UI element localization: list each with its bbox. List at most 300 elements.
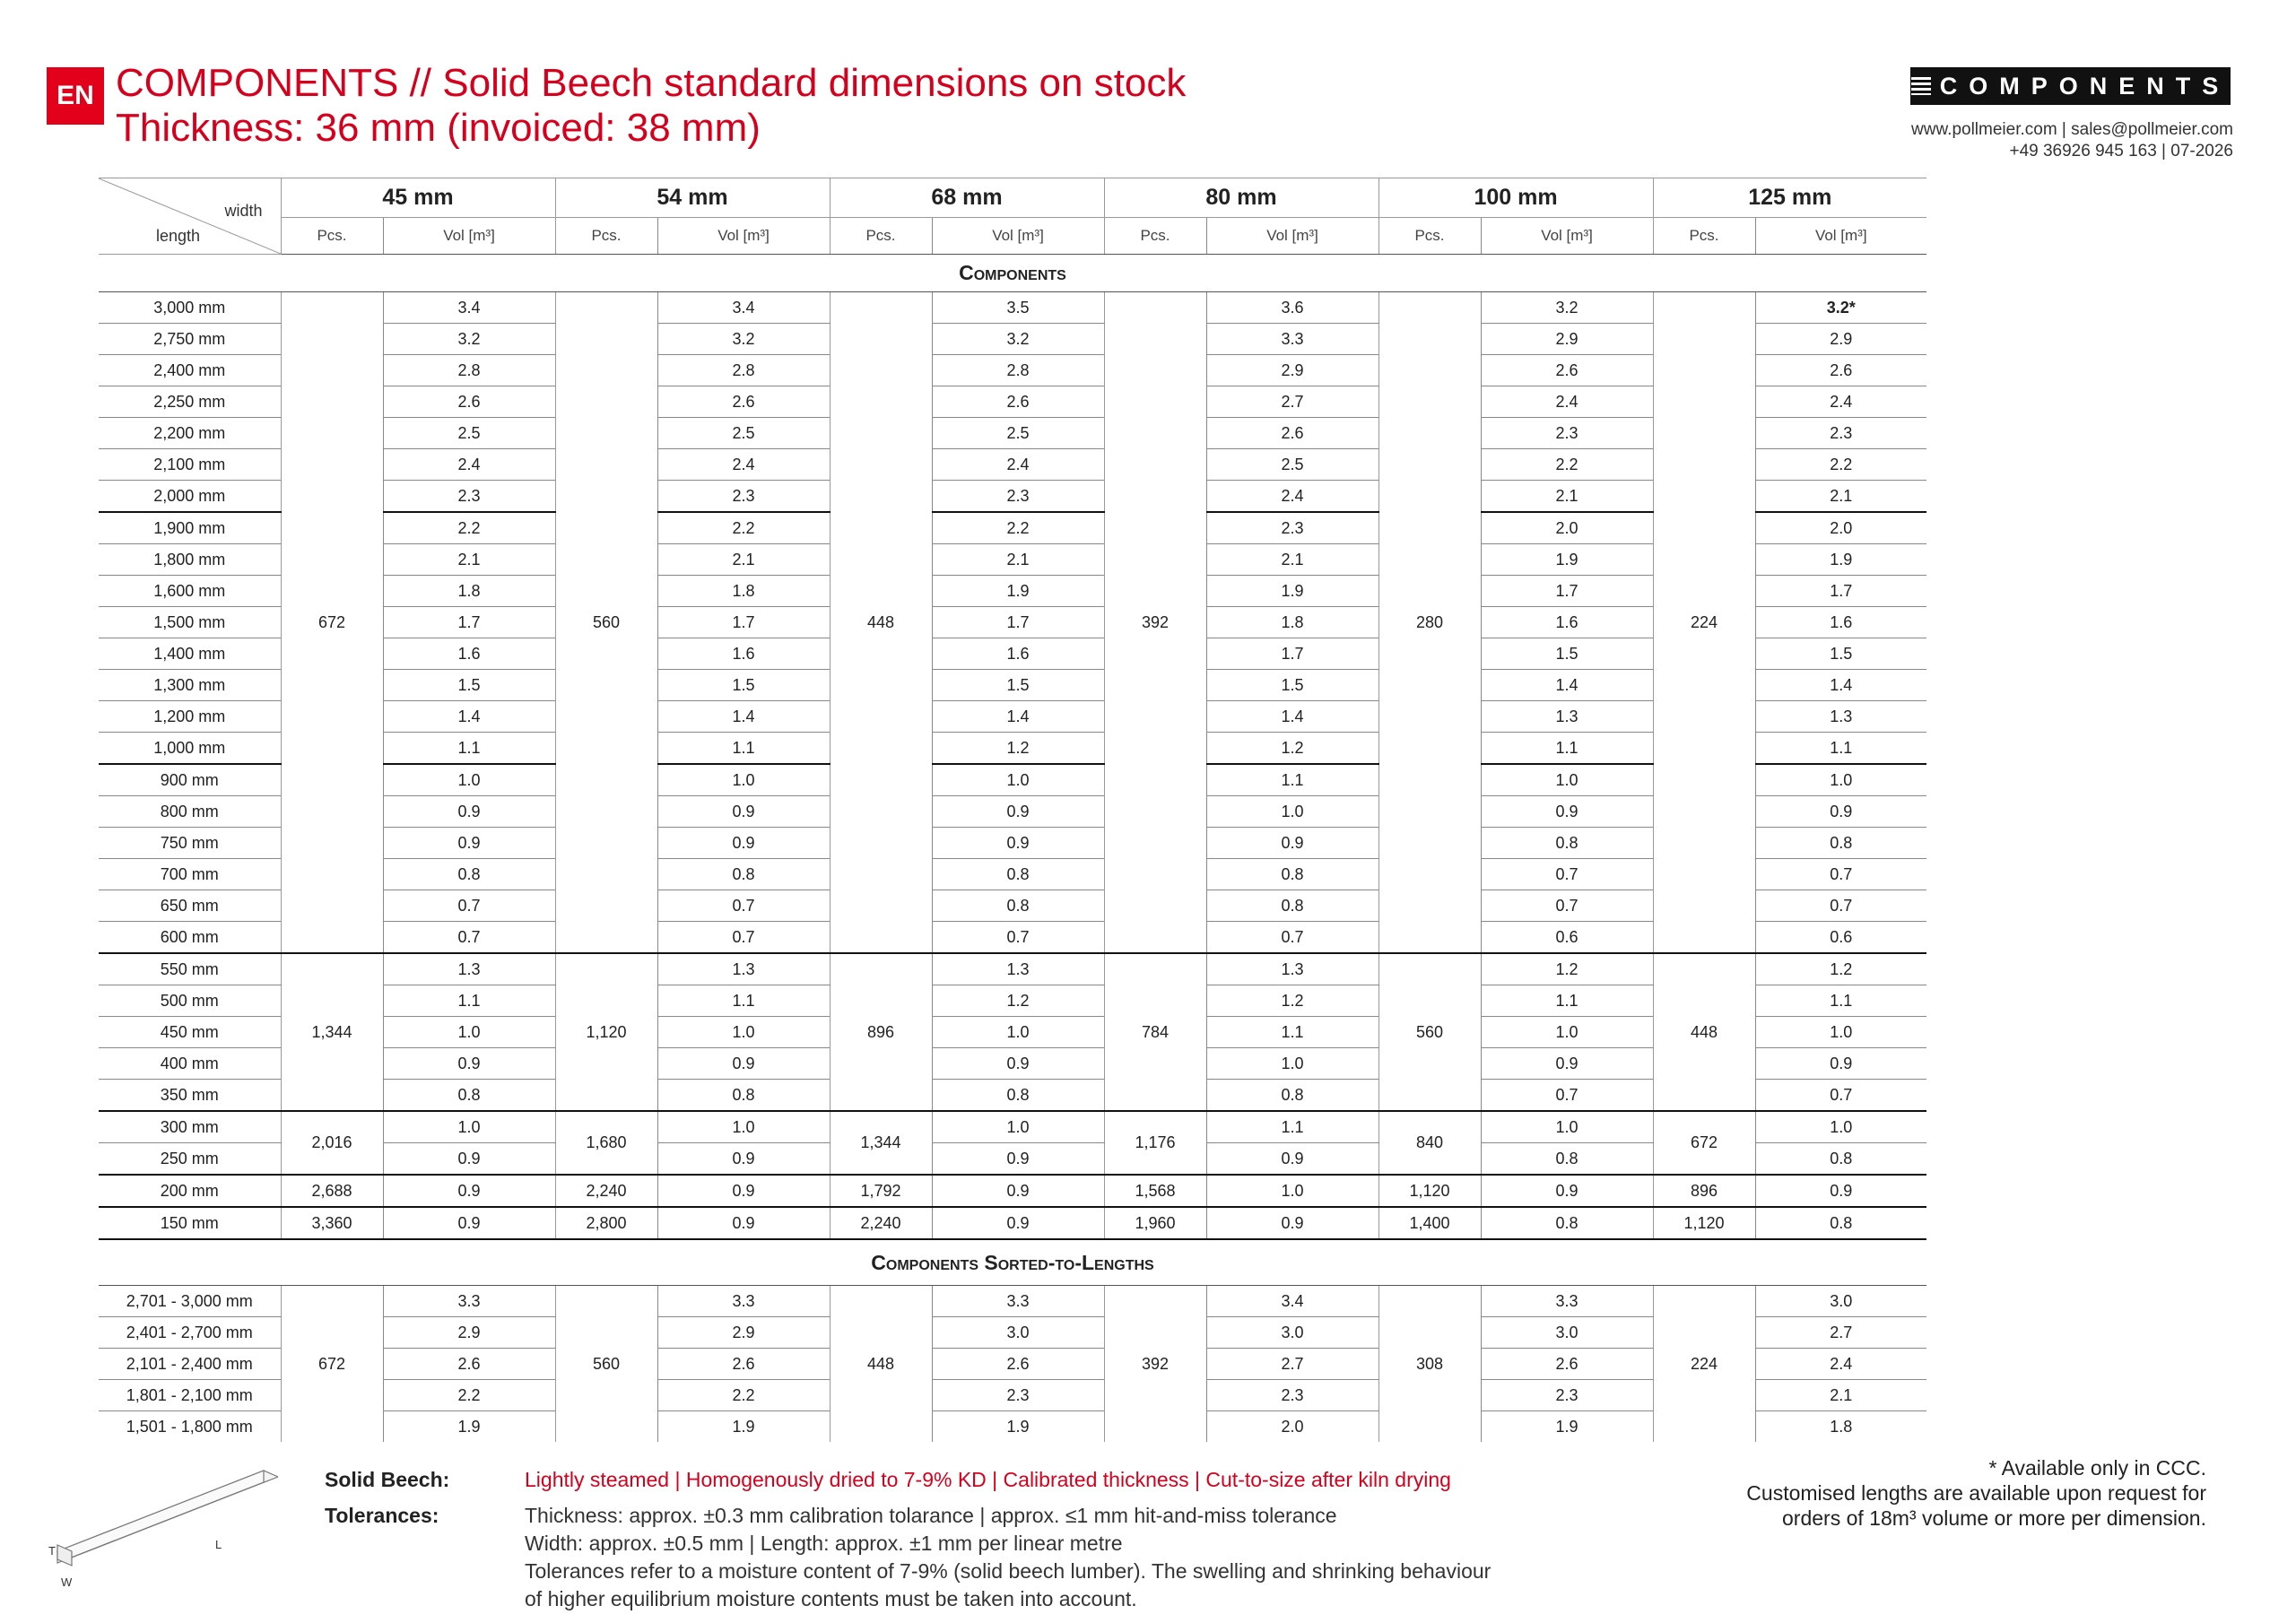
section-title: Components Sorted-to-Lengths — [99, 1239, 1926, 1286]
length-cell: 1,800 mm — [99, 544, 281, 576]
table-row — [99, 1286, 1926, 1317]
vol-cell: 3.3 — [383, 1286, 555, 1317]
pcs-cell: 280 — [1378, 292, 1481, 954]
vol-cell: 0.8 — [1755, 1143, 1926, 1176]
vol-header: Vol [m³] — [1206, 218, 1378, 255]
pcs-cell: 1,344 — [281, 953, 383, 1111]
vol-cell: 0.9 — [657, 1048, 830, 1080]
vol-cell: 2.7 — [1755, 1317, 1926, 1349]
length-cell: 2,250 mm — [99, 386, 281, 418]
vol-cell: 1.1 — [1755, 733, 1926, 765]
vol-cell: 0.7 — [1755, 1080, 1926, 1112]
vol-cell: 0.9 — [1755, 1048, 1926, 1080]
availability-note — [1746, 1455, 2206, 1531]
vol-cell: 0.9 — [383, 1143, 555, 1176]
length-cell: 750 mm — [99, 828, 281, 859]
vol-cell: 0.8 — [1755, 1207, 1926, 1239]
vol-cell: 2.0 — [1481, 512, 1653, 544]
vol-cell: 1.4 — [932, 701, 1104, 733]
vol-cell: 1.7 — [1481, 576, 1653, 607]
length-cell: 2,200 mm — [99, 418, 281, 449]
length-cell: 2,701 - 3,000 mm — [99, 1286, 281, 1317]
vol-cell: 1.4 — [383, 701, 555, 733]
vol-cell: 1.0 — [1206, 796, 1378, 828]
vol-cell: 2.3 — [1755, 418, 1926, 449]
vol-cell: 0.9 — [383, 1175, 555, 1207]
vol-cell: 0.9 — [932, 828, 1104, 859]
vol-cell: 0.7 — [1755, 890, 1926, 922]
vol-cell: 0.8 — [657, 1080, 830, 1112]
vol-cell: 3.4 — [1206, 1286, 1378, 1317]
vol-cell: 1.5 — [1755, 638, 1926, 670]
vol-cell: 2.0 — [1755, 512, 1926, 544]
vol-cell: 0.9 — [1481, 796, 1653, 828]
pcs-header: Pcs. — [1104, 218, 1206, 255]
vol-cell: 1.5 — [657, 670, 830, 701]
pcs-cell: 1,120 — [1378, 1175, 1481, 1207]
vol-cell: 1.8 — [657, 576, 830, 607]
vol-cell: 0.9 — [1206, 828, 1378, 859]
vol-cell: 2.1 — [383, 544, 555, 576]
tolerance-line-4: of higher equilibrium moisture contents must be taken into account. — [525, 1587, 1137, 1610]
length-cell: 1,801 - 2,100 mm — [99, 1380, 281, 1411]
width-header-68: 68 mm — [830, 178, 1104, 218]
vol-cell: 1.7 — [1206, 638, 1378, 670]
pcs-cell: 2,688 — [281, 1175, 383, 1207]
vol-cell: 1.6 — [1755, 607, 1926, 638]
vol-cell: 1.1 — [1206, 1017, 1378, 1048]
vol-cell: 3.0 — [1481, 1317, 1653, 1349]
pcs-cell: 896 — [830, 953, 932, 1111]
beam-w-label: W — [61, 1575, 73, 1589]
vol-cell: 0.8 — [1206, 1080, 1378, 1112]
vol-cell: 0.9 — [657, 828, 830, 859]
vol-cell: 3.3 — [932, 1286, 1104, 1317]
length-cell: 300 mm — [99, 1111, 281, 1143]
vol-cell: 3.0 — [1755, 1286, 1926, 1317]
length-cell: 3,000 mm — [99, 292, 281, 324]
vol-cell: 0.7 — [1206, 922, 1378, 954]
length-cell: 1,900 mm — [99, 512, 281, 544]
length-cell: 550 mm — [99, 953, 281, 985]
pcs-cell: 448 — [830, 1286, 932, 1443]
vol-cell: 0.7 — [1481, 1080, 1653, 1112]
vol-cell: 0.7 — [1481, 890, 1653, 922]
vol-cell: 3.6 — [1206, 292, 1378, 324]
vol-cell: 1.0 — [1755, 764, 1926, 796]
vol-cell: 1.2 — [1755, 953, 1926, 985]
vol-cell: 1.0 — [1755, 1017, 1926, 1048]
brand-bars-icon — [1911, 77, 1931, 95]
vol-cell: 1.0 — [383, 764, 555, 796]
pcs-cell: 1,400 — [1378, 1207, 1481, 1239]
vol-cell: 2.2 — [657, 1380, 830, 1411]
length-cell: 1,300 mm — [99, 670, 281, 701]
pcs-cell: 560 — [555, 1286, 657, 1443]
vol-cell: 2.6 — [383, 386, 555, 418]
length-cell: 250 mm — [99, 1143, 281, 1176]
pcs-cell: 672 — [281, 292, 383, 954]
vol-cell: 2.5 — [383, 418, 555, 449]
vol-cell: 2.2 — [383, 1380, 555, 1411]
vol-cell: 1.1 — [1755, 985, 1926, 1017]
vol-cell: 2.1 — [932, 544, 1104, 576]
vol-cell: 0.8 — [1206, 890, 1378, 922]
contact-info — [1911, 119, 2233, 162]
vol-cell: 1.0 — [657, 1017, 830, 1048]
vol-cell: 1.9 — [1206, 576, 1378, 607]
vol-cell: 1.7 — [657, 607, 830, 638]
vol-cell: 1.1 — [657, 733, 830, 765]
vol-cell: 1.7 — [1755, 576, 1926, 607]
width-label: width — [224, 202, 263, 220]
pcs-cell: 1,680 — [555, 1111, 657, 1175]
table-row — [99, 1111, 1926, 1143]
vol-cell: 1.3 — [383, 953, 555, 985]
vol-cell: 2.6 — [657, 386, 830, 418]
length-cell: 1,000 mm — [99, 733, 281, 765]
pcs-header: Pcs. — [281, 218, 383, 255]
vol-cell: 2.1 — [1481, 481, 1653, 513]
vol-cell: 0.9 — [932, 1048, 1104, 1080]
vol-cell: 0.9 — [657, 1175, 830, 1207]
vol-cell: 0.7 — [1481, 859, 1653, 890]
dimensions-table — [99, 178, 1926, 1442]
vol-cell: 2.4 — [932, 449, 1104, 481]
pcs-cell: 560 — [1378, 953, 1481, 1111]
vol-cell: 0.7 — [1755, 859, 1926, 890]
pcs-cell: 1,344 — [830, 1111, 932, 1175]
pcs-cell: 2,240 — [555, 1175, 657, 1207]
title-line-1: COMPONENTS // Solid Beech standard dimensions on stock — [116, 61, 1187, 105]
vol-cell: 1.0 — [383, 1017, 555, 1048]
vol-cell: 0.7 — [657, 922, 830, 954]
pcs-cell: 840 — [1378, 1111, 1481, 1175]
tolerance-line-1: Thickness: approx. ±0.3 mm calibration tolarance | approx. ≤1 mm hit-and-miss tolerance — [525, 1504, 1337, 1527]
vol-cell: 2.1 — [657, 544, 830, 576]
vol-cell: 2.3 — [657, 481, 830, 513]
vol-cell: 1.9 — [657, 1411, 830, 1443]
vol-cell: 2.5 — [1206, 449, 1378, 481]
vol-cell: 1.0 — [1481, 764, 1653, 796]
vol-cell: 3.2 — [383, 324, 555, 355]
vol-cell: 3.2 — [932, 324, 1104, 355]
length-cell: 1,501 - 1,800 mm — [126, 1417, 253, 1436]
vol-cell: 2.6 — [1206, 418, 1378, 449]
pcs-cell: 1,960 — [1104, 1207, 1206, 1239]
pcs-cell: 896 — [1653, 1175, 1755, 1207]
width-header-80: 80 mm — [1104, 178, 1378, 218]
pcs-cell: 392 — [1104, 1286, 1206, 1443]
section-title: Components — [99, 255, 1926, 292]
page-title — [116, 61, 1186, 151]
vol-cell: 1.2 — [1206, 733, 1378, 765]
vol-cell: 2.5 — [932, 418, 1104, 449]
pcs-cell: 448 — [1653, 953, 1755, 1111]
vol-cell: 1.2 — [1481, 953, 1653, 985]
vol-cell: 1.0 — [657, 764, 830, 796]
vol-cell: 0.9 — [932, 1207, 1104, 1239]
vol-cell: 2.4 — [383, 449, 555, 481]
vol-cell: 2.6 — [932, 1349, 1104, 1380]
pcs-cell: 1,792 — [830, 1175, 932, 1207]
pcs-header: Pcs. — [830, 218, 932, 255]
note-custom-1: Customised lengths are available upon request for — [1746, 1481, 2206, 1505]
vol-cell: 0.6 — [1755, 922, 1926, 954]
pcs-cell: 2,240 — [830, 1207, 932, 1239]
vol-cell: 3.3 — [657, 1286, 830, 1317]
vol-cell: 1.8 — [1206, 607, 1378, 638]
pcs-header: Pcs. — [1378, 218, 1481, 255]
width-header-54: 54 mm — [555, 178, 830, 218]
pcs-cell: 1,176 — [1104, 1111, 1206, 1175]
vol-cell: 1.0 — [932, 764, 1104, 796]
vol-cell: 1.9 — [932, 1411, 1104, 1443]
vol-cell: 2.3 — [383, 481, 555, 513]
vol-cell: 0.9 — [932, 1175, 1104, 1207]
vol-cell: 1.6 — [932, 638, 1104, 670]
vol-cell: 1.0 — [657, 1111, 830, 1143]
tolerances-text — [525, 1502, 1491, 1613]
table-row — [99, 292, 1926, 324]
vol-cell: 0.8 — [1481, 1207, 1653, 1239]
length-cell: 2,400 mm — [99, 355, 281, 386]
vol-cell: 0.7 — [932, 922, 1104, 954]
vol-cell: 0.7 — [383, 890, 555, 922]
vol-cell: 0.7 — [657, 890, 830, 922]
vol-header: Vol [m³] — [383, 218, 555, 255]
vol-cell: 0.9 — [932, 1143, 1104, 1176]
vol-cell: 2.1 — [1755, 481, 1926, 513]
pcs-cell: 1,568 — [1104, 1175, 1206, 1207]
vol-cell: 2.2 — [383, 512, 555, 544]
vol-cell: 3.4 — [657, 292, 830, 324]
vol-cell: 1.9 — [932, 576, 1104, 607]
length-cell: 900 mm — [99, 764, 281, 796]
length-cell: 450 mm — [99, 1017, 281, 1048]
vol-cell: 2.6 — [657, 1349, 830, 1380]
pcs-cell: 224 — [1653, 292, 1755, 954]
title-line-2: Thickness: 36 mm (invoiced: 38 mm) — [116, 106, 761, 150]
vol-cell: 3.0 — [1206, 1317, 1378, 1349]
length-cell: 700 mm — [99, 859, 281, 890]
vol-cell: 0.9 — [1755, 1175, 1926, 1207]
vol-cell: 2.8 — [657, 355, 830, 386]
vol-cell: 0.9 — [383, 828, 555, 859]
vol-cell: 0.9 — [1755, 796, 1926, 828]
vol-cell: 2.6 — [1755, 355, 1926, 386]
vol-header: Vol [m³] — [932, 218, 1104, 255]
vol-cell: 1.5 — [1481, 638, 1653, 670]
vol-cell: 1.3 — [1755, 701, 1926, 733]
vol-cell: 0.8 — [1481, 1143, 1653, 1176]
vol-cell: 1.1 — [383, 733, 555, 765]
solid-beech-label: Solid Beech: — [325, 1468, 450, 1491]
pcs-cell: 784 — [1104, 953, 1206, 1111]
vol-cell: 0.6 — [1481, 922, 1653, 954]
vol-cell: 0.8 — [932, 859, 1104, 890]
length-cell: 500 mm — [99, 985, 281, 1017]
vol-cell: 1.0 — [932, 1111, 1104, 1143]
vol-cell: 2.3 — [1481, 418, 1653, 449]
vol-cell: 0.8 — [1755, 828, 1926, 859]
vol-cell: 1.5 — [383, 670, 555, 701]
length-cell: 2,100 mm — [99, 449, 281, 481]
vol-cell: 0.9 — [657, 1207, 830, 1239]
vol-cell: 0.9 — [1481, 1175, 1653, 1207]
vol-cell: 2.7 — [1206, 1349, 1378, 1380]
length-cell: 350 mm — [99, 1080, 281, 1112]
vol-cell: 1.2 — [1206, 985, 1378, 1017]
vol-cell: 2.9 — [657, 1317, 830, 1349]
vol-cell: 1.6 — [1481, 607, 1653, 638]
length-cell: 1,200 mm — [99, 701, 281, 733]
vol-cell: 2.3 — [932, 481, 1104, 513]
vol-cell: 3.3 — [1481, 1286, 1653, 1317]
vol-cell: 2.1 — [1206, 544, 1378, 576]
pcs-cell: 672 — [281, 1286, 383, 1443]
vol-header: Vol [m³] — [1755, 218, 1926, 255]
pcs-header: Pcs. — [555, 218, 657, 255]
pcs-cell: 560 — [555, 292, 657, 954]
pcs-cell: 3,360 — [281, 1207, 383, 1239]
width-header-45: 45 mm — [281, 178, 555, 218]
pcs-cell: 1,120 — [555, 953, 657, 1111]
vol-cell: 2.4 — [1481, 386, 1653, 418]
vol-cell: 1.1 — [1481, 985, 1653, 1017]
vol-cell: 1.9 — [1755, 544, 1926, 576]
pcs-cell: 392 — [1104, 292, 1206, 954]
vol-cell: 2.3 — [1206, 1380, 1378, 1411]
vol-cell: 1.6 — [657, 638, 830, 670]
pcs-cell: 672 — [1653, 1111, 1755, 1175]
vol-cell: 3.4 — [383, 292, 555, 324]
beam-l-label: L — [215, 1538, 222, 1551]
vol-cell: 2.9 — [383, 1317, 555, 1349]
tolerances-label: Tolerances: — [325, 1504, 439, 1527]
note-custom-2: orders of 18m³ volume or more per dimension. — [1782, 1506, 2206, 1530]
vol-cell: 0.8 — [657, 859, 830, 890]
vol-cell: 1.8 — [383, 576, 555, 607]
vol-header: Vol [m³] — [1481, 218, 1653, 255]
length-cell: 2,401 - 2,700 mm — [99, 1317, 281, 1349]
vol-cell: 0.9 — [1481, 1048, 1653, 1080]
beam-diagram — [45, 1466, 278, 1610]
length-cell: 1,600 mm — [99, 576, 281, 607]
contact-web-email: www.pollmeier.com | sales@pollmeier.com — [1911, 120, 2233, 139]
pcs-cell: 224 — [1653, 1286, 1755, 1443]
vol-cell: 1.3 — [1206, 953, 1378, 985]
vol-cell: 2.5 — [657, 418, 830, 449]
vol-cell: 1.0 — [1481, 1017, 1653, 1048]
vol-cell: 1.9 — [1481, 1411, 1653, 1443]
vol-cell: 2.0 — [1206, 1411, 1378, 1443]
vol-cell: 3.2 — [657, 324, 830, 355]
vol-cell: 3.0 — [932, 1317, 1104, 1349]
vol-cell: 1.9 — [383, 1411, 555, 1443]
tolerance-line-3: Tolerances refer to a moisture content of 7-9% (solid beech lumber). The swelling and shrinking behaviour — [525, 1559, 1492, 1583]
vol-cell: 0.8 — [383, 1080, 555, 1112]
vol-cell: 3.2 — [1481, 292, 1653, 324]
vol-cell: 2.4 — [1206, 481, 1378, 513]
vol-cell: 3.2* — [1755, 292, 1926, 324]
brand-text: COMPONENTS — [1939, 72, 2231, 100]
vol-header: Vol [m³] — [657, 218, 830, 255]
vol-cell: 2.9 — [1206, 355, 1378, 386]
vol-cell: 2.3 — [932, 1380, 1104, 1411]
vol-cell: 2.6 — [1481, 1349, 1653, 1380]
pcs-header: Pcs. — [1653, 218, 1755, 255]
tolerance-line-2: Width: approx. ±0.5 mm | Length: approx. ±1 mm per linear metre — [525, 1532, 1123, 1555]
vol-cell: 1.7 — [383, 607, 555, 638]
length-label: length — [156, 227, 201, 245]
vol-cell: 1.8 — [1755, 1411, 1926, 1443]
table-row — [99, 1207, 1926, 1239]
pcs-cell: 2,016 — [281, 1111, 383, 1175]
length-cell: 650 mm — [99, 890, 281, 922]
vol-cell: 1.4 — [1755, 670, 1926, 701]
length-cell: 1,400 mm — [99, 638, 281, 670]
vol-cell: 0.8 — [932, 1080, 1104, 1112]
vol-cell: 0.9 — [657, 1143, 830, 1176]
vol-cell: 2.4 — [1755, 386, 1926, 418]
vol-cell: 1.0 — [932, 1017, 1104, 1048]
width-header-125: 125 mm — [1653, 178, 1926, 218]
solid-beech-text: Lightly steamed | Homogenously dried to 7-9% KD | Calibrated thickness | Cut-to-size after kiln drying — [525, 1468, 1451, 1491]
vol-cell: 1.9 — [1481, 544, 1653, 576]
vol-cell: 2.4 — [657, 449, 830, 481]
vol-cell: 2.1 — [1755, 1380, 1926, 1411]
vol-cell: 0.9 — [1206, 1207, 1378, 1239]
vol-cell: 2.2 — [1481, 449, 1653, 481]
length-cell: 2,750 mm — [99, 324, 281, 355]
length-cell: 2,000 mm — [99, 481, 281, 513]
vol-cell: 3.5 — [932, 292, 1104, 324]
vol-cell: 0.8 — [932, 890, 1104, 922]
vol-cell: 2.9 — [1481, 324, 1653, 355]
vol-cell: 0.8 — [383, 859, 555, 890]
vol-cell: 1.0 — [1481, 1111, 1653, 1143]
table-row — [99, 953, 1926, 985]
pcs-cell: 308 — [1378, 1286, 1481, 1443]
vol-cell: 1.1 — [383, 985, 555, 1017]
vol-cell: 2.6 — [1481, 355, 1653, 386]
contact-phone-date: +49 36926 945 163 | 07-2026 — [2009, 142, 2233, 161]
vol-cell: 0.8 — [1206, 859, 1378, 890]
pcs-cell: 2,800 — [555, 1207, 657, 1239]
vol-cell: 2.6 — [383, 1349, 555, 1380]
vol-cell: 1.2 — [932, 985, 1104, 1017]
vol-cell: 2.3 — [1481, 1380, 1653, 1411]
vol-cell: 0.9 — [657, 796, 830, 828]
vol-cell: 1.1 — [1206, 1111, 1378, 1143]
vol-cell: 1.3 — [657, 953, 830, 985]
vol-cell: 2.8 — [932, 355, 1104, 386]
vol-cell: 2.2 — [932, 512, 1104, 544]
vol-cell: 0.7 — [383, 922, 555, 954]
vol-cell: 1.6 — [383, 638, 555, 670]
vol-cell: 1.4 — [1206, 701, 1378, 733]
vol-cell: 1.4 — [657, 701, 830, 733]
vol-cell: 2.8 — [383, 355, 555, 386]
vol-cell: 1.3 — [1481, 701, 1653, 733]
vol-cell: 0.9 — [383, 1048, 555, 1080]
vol-cell: 1.1 — [657, 985, 830, 1017]
length-cell: 600 mm — [99, 922, 281, 954]
vol-cell: 1.5 — [932, 670, 1104, 701]
vol-cell: 2.9 — [1755, 324, 1926, 355]
table-corner — [99, 178, 281, 255]
